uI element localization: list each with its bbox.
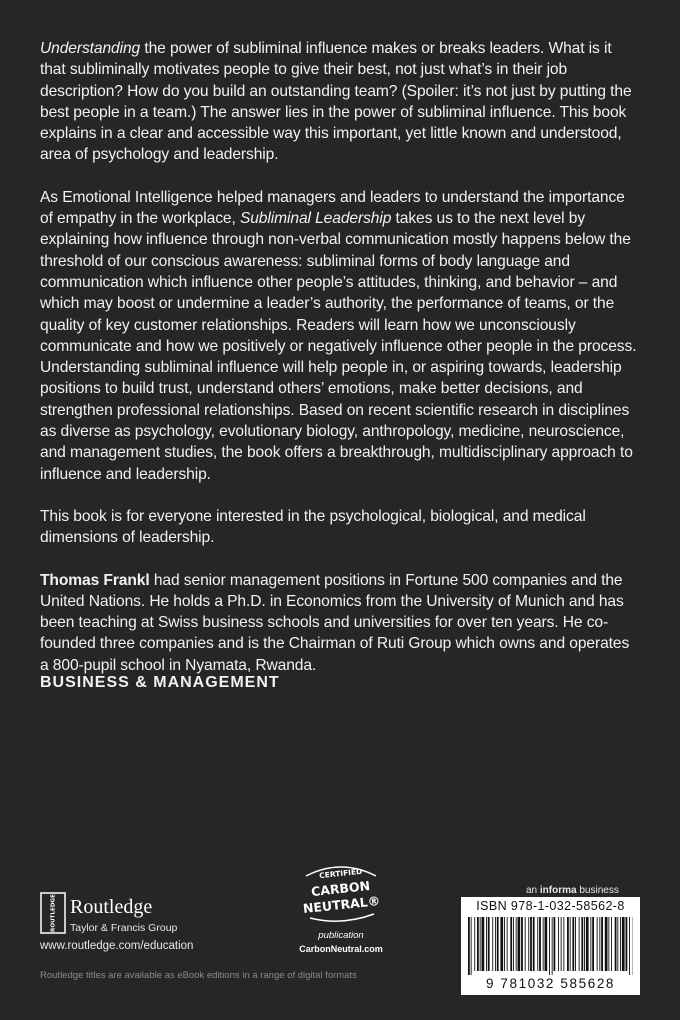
barcode-bar [629,917,630,975]
barcode-bar [592,917,594,971]
blurb-p2-start: As Emotional Intelligence helped managers and leaders to understand the importance of empathy in the workplace, [40,188,625,228]
barcode-bar [579,917,580,971]
barcode-bar [477,917,479,971]
carbon-text: CARBON [310,877,371,900]
barcode-bar [605,917,608,971]
barcode-bar [563,917,564,971]
barcode-bar [608,917,609,971]
barcode-bar [530,917,532,971]
barcode-bar [590,917,591,971]
barcode-bar [601,917,603,971]
barcode-bar [567,917,569,971]
barcode-bar [620,917,621,971]
author-bio [40,570,640,676]
author-bio-text: had senior management positions in Fortune 500 companies and the United Nations. He holds a Ph.D. in Economics from the University of Munich and has been teaching at Swiss business schools and universities for over ten years. He co-founded three companies and is the Chairman of Ruti Group which owns and operates a 800-pupil school in Nyamata, Rwanda. [40,571,630,674]
barcode-bar [617,917,618,971]
barcode-bar [539,917,541,971]
barcode-bar [599,917,600,971]
barcode-bar [468,917,470,975]
barcode-bars [468,917,633,975]
barcode-bar [537,917,538,971]
barcode-bar [572,917,574,971]
barcode-bar [528,917,529,971]
barcode-bar [597,917,598,971]
barcode-bar [558,917,559,971]
barcode-bar [533,917,535,971]
carbon-neutral-badge [286,860,396,960]
publisher-group: Taylor & Francis Group [70,922,178,934]
barcode-bar [504,917,505,971]
barcode-bar [510,917,512,971]
barcode-bar [549,917,550,975]
carbon-publication-label: publication [318,930,364,941]
barcode-bar [543,917,544,971]
subject-category: BUSINESS & MANAGEMENT [40,674,280,691]
barcode-bar [516,917,517,971]
informa-brand: informa [539,885,577,896]
barcode-bar [480,917,481,971]
publisher-name: Routledge [70,896,153,918]
neutral-text: NEUTRAL® [302,893,381,917]
barcode-bar [615,917,617,971]
blurb-p2-rest: takes us to the next level by explaining how influence through non-verbal communication mostly happens below the threshold of our conscious awareness: subliminal forms of body language and communication which influence other people’s attitudes, thinking, and behavior – and which may boost or undermine a leader’s authority, the performance of teams, or the quality of key customer relationships. Readers will learn how we unconsciously communicate and how we positively or negatively influence other people in the process. Understanding subliminal influence will help people in, or aspiring towards, leadership positions to build trust, understand others’ emotions, make better decisions, and strengthen professional relationships. Based on recent scientific research in disciplines as diverse as psychology, evolutionary biology, anthropology, medicine, neuroscience, and management studies, the book offers a breakthrough, multidisciplinary approach to influence and leadership. [40,210,637,483]
barcode-bar [554,917,556,971]
carbon-neutral-url[interactable]: CarbonNeutral.com [299,944,383,954]
barcode-bar [586,917,589,971]
isbn-number: ISBN 978-1-032-58562-8 [476,899,625,913]
blurb-paragraph-1 [40,38,640,166]
back-cover-blurb [40,38,640,697]
author-name: Thomas Frankl [40,571,150,589]
barcode-bar [622,917,625,971]
publisher-url[interactable]: www.routledge.com/education [40,940,194,952]
barcode-bar [518,917,521,971]
informa-prefix: an [526,885,540,896]
isbn-barcode [461,897,640,995]
carbon-neutral-icon [296,860,386,930]
barcode-bar [492,917,493,971]
barcode-bar [626,917,628,971]
barcode-bar [525,917,526,971]
barcode-digits: 9 781032 585628 [485,976,616,991]
barcode-bar [495,917,496,971]
barcode-bar [584,917,585,971]
informa-business-note [526,885,619,896]
barcode-bar [513,917,514,971]
barcode-bar [482,917,485,971]
barcode-bar [497,917,499,971]
blurb-italic-lead: Understanding [40,40,141,57]
barcode-bar [471,917,472,975]
ebook-availability-note: Routledge titles are available as eBook editions in a range of digital formats [40,970,357,981]
barcode-bar [545,917,548,971]
barcode-bar [488,917,490,971]
barcode-bar [561,917,562,971]
barcode-bar [575,917,576,971]
certified-text: CERTIFIED [318,866,363,881]
publisher-block [40,890,260,960]
routledge-logo-text: ROUTLEDGE [50,894,57,932]
routledge-logo-icon [40,892,66,934]
barcode-bar [507,917,508,971]
barcode-bar [474,917,475,971]
informa-suffix: business [576,885,619,896]
barcode-bar [500,917,503,971]
barcode-bar [611,917,612,971]
blurb-p1-text: the power of subliminal influence makes or breaks leaders. What is it that subliminally motivates people to give their best, not just what’s in their job description? How do you build an outstanding team? (Spoiler: it’s not just by putting the best people in a team.) The answer lies in the power of subliminal influence. This book explains in a clear and accessible way this important, yet little known and understood, area of psychology and leadership. [40,40,632,164]
barcode-bar [486,917,487,971]
blurb-paragraph-2 [40,187,640,485]
barcode-bar [581,917,583,971]
barcode-bar [521,917,523,971]
barcode-bar [552,917,553,975]
blurb-paragraph-3: This book is for everyone interested in the psychological, biological, and medical dimensions of leadership. [40,507,586,547]
barcode-bar [570,917,571,971]
book-title-italic: Subliminal Leadership [239,210,392,228]
